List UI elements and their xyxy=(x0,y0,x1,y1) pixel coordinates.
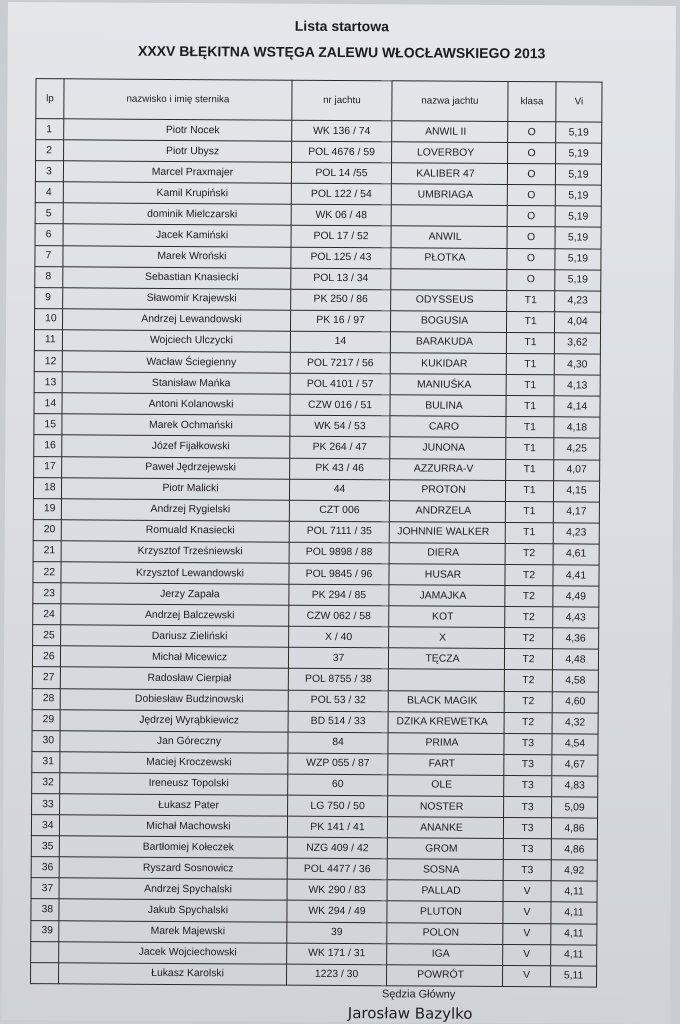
cell-nr: X / 40 xyxy=(289,626,389,648)
cell-klasa: T1 xyxy=(506,438,554,459)
cell-nr: WK 06 / 48 xyxy=(291,205,391,227)
cell-name: Ryszard Sosnowicz xyxy=(59,857,287,879)
cell-vi: 4,58 xyxy=(552,670,598,691)
cell-nr: WZP 055 / 87 xyxy=(288,753,388,775)
cell-lp: 15 xyxy=(34,414,62,435)
document-subtitle: XXXV BŁĘKITNA WSTĘGA ZALEWU WŁOCŁAWSKIEGO 2013 xyxy=(137,42,546,62)
cell-lp: 39 xyxy=(31,920,59,941)
cell-vi: 4,48 xyxy=(552,649,598,670)
cell-vi: 4,67 xyxy=(552,755,598,776)
cell-name: Sławomir Krajewski xyxy=(63,288,291,310)
cell-lp: 20 xyxy=(33,519,61,540)
cell-lp: 23 xyxy=(33,583,61,604)
cell-name: Stanisław Mańka xyxy=(62,372,290,394)
cell-nr: PK 250 / 86 xyxy=(291,289,391,311)
cell-lp: 5 xyxy=(35,203,63,224)
cell-vi: 4,15 xyxy=(553,480,599,501)
cell-vi: 4,30 xyxy=(554,354,600,375)
cell-klasa: T1 xyxy=(506,354,554,375)
cell-name: Jacek Wojciechowski xyxy=(59,941,287,963)
table-row xyxy=(31,962,597,987)
cell-nr: 37 xyxy=(288,648,388,670)
cell-vi: 4,13 xyxy=(554,375,600,396)
cell-nr: LG 750 / 50 xyxy=(288,795,388,817)
document-page xyxy=(2,2,676,1024)
header-lp: lp xyxy=(36,79,64,119)
cell-lp: 16 xyxy=(34,435,62,456)
cell-lp: 25 xyxy=(33,625,61,646)
cell-name: Jerzy Zapała xyxy=(61,583,289,605)
cell-nr: POL 9898 / 88 xyxy=(289,542,389,564)
cell-nr: POL 125 / 43 xyxy=(291,247,391,269)
cell-lp: 30 xyxy=(32,730,60,751)
cell-lp: 33 xyxy=(32,794,60,815)
cell-yacht: X xyxy=(389,627,505,649)
cell-vi: 4,54 xyxy=(552,734,598,755)
cell-nr: POL 13 / 34 xyxy=(291,268,391,290)
cell-vi: 5,19 xyxy=(555,185,601,206)
cell-name: Łukasz Pater xyxy=(60,794,288,816)
cell-nr: PK 16 / 97 xyxy=(291,310,391,332)
cell-klasa: T1 xyxy=(505,522,553,543)
cell-name: Marek Majewski xyxy=(59,920,287,942)
cell-lp: 12 xyxy=(34,351,62,372)
cell-klasa: O xyxy=(508,122,556,143)
header-row xyxy=(36,79,602,122)
cell-lp: 9 xyxy=(35,287,63,308)
cell-klasa: T1 xyxy=(507,290,555,311)
cell-name: Jan Góreczny xyxy=(60,731,288,753)
cell-vi: 3,62 xyxy=(554,333,600,354)
cell-nr: WK 136 / 74 xyxy=(292,120,392,142)
start-list-table xyxy=(30,78,603,987)
cell-nr: POL 4101 / 57 xyxy=(290,373,390,395)
cell-klasa: V xyxy=(503,965,551,986)
cell-name: Jacek Kamiński xyxy=(63,224,291,246)
cell-klasa: T1 xyxy=(505,480,553,501)
cell-lp: 2 xyxy=(36,140,64,161)
cell-vi: 4,23 xyxy=(553,523,599,544)
cell-nr: WK 290 / 83 xyxy=(287,880,387,902)
cell-nr: POL 53 / 32 xyxy=(288,690,388,712)
cell-lp: 1 xyxy=(36,119,64,140)
cell-nr: POL 4477 / 36 xyxy=(287,858,387,880)
cell-yacht: GROM xyxy=(387,838,503,860)
cell-vi: 4,17 xyxy=(553,501,599,522)
cell-nr: POL 4676 / 59 xyxy=(292,141,392,163)
cell-klasa: O xyxy=(507,248,555,269)
cell-name: Antoni Kolanowski xyxy=(62,393,290,415)
cell-nr: 60 xyxy=(288,774,388,796)
cell-nr: WK 171 / 31 xyxy=(287,943,387,965)
cell-nr: POL 9845 / 96 xyxy=(289,563,389,585)
cell-vi: 5,19 xyxy=(555,206,601,227)
cell-vi: 4,23 xyxy=(555,291,601,312)
cell-name: Romuald Knasiecki xyxy=(61,520,289,542)
cell-klasa: T3 xyxy=(504,733,552,754)
cell-yacht: FART xyxy=(388,754,504,776)
cell-lp: 38 xyxy=(31,899,59,920)
cell-klasa: T2 xyxy=(505,543,553,564)
cell-yacht: POWRÓT xyxy=(387,965,503,987)
cell-vi: 4,43 xyxy=(553,607,599,628)
cell-name: Wacław Ściegienny xyxy=(62,351,290,373)
cell-lp: 29 xyxy=(32,709,60,730)
cell-vi: 4,49 xyxy=(553,586,599,607)
cell-vi: 4,14 xyxy=(554,396,600,417)
cell-nr: CZW 016 / 51 xyxy=(290,394,390,416)
cell-yacht: CARO xyxy=(390,416,506,438)
cell-klasa: O xyxy=(507,227,555,248)
cell-yacht: LOVERBOY xyxy=(392,142,508,164)
cell-vi: 4,25 xyxy=(554,438,600,459)
cell-nr: 14 xyxy=(290,331,390,353)
cell-vi: 4,36 xyxy=(553,628,599,649)
cell-klasa: T2 xyxy=(504,649,552,670)
cell-nr: POL 14 /55 xyxy=(291,162,391,184)
cell-vi: 5,19 xyxy=(555,164,601,185)
cell-nr: PK 264 / 47 xyxy=(290,437,390,459)
cell-klasa: T2 xyxy=(505,607,553,628)
cell-nr: WK 54 / 53 xyxy=(290,416,390,438)
cell-yacht: DZIKA KREWETKA xyxy=(388,711,504,733)
cell-vi: 4,92 xyxy=(551,860,597,881)
cell-yacht: JOHNNIE WALKER xyxy=(389,522,505,544)
cell-nr: POL 17 / 52 xyxy=(291,226,391,248)
cell-yacht: ANANKE xyxy=(387,817,503,839)
cell-nr: POL 8755 / 38 xyxy=(288,669,388,691)
cell-yacht: PŁOTKA xyxy=(391,247,507,269)
cell-lp: 7 xyxy=(35,245,63,266)
cell-klasa: O xyxy=(507,269,555,290)
cell-yacht: IGA xyxy=(387,943,503,965)
cell-yacht xyxy=(391,205,507,227)
cell-vi: 4,07 xyxy=(554,459,600,480)
cell-name: Łukasz Karolski xyxy=(59,963,287,985)
cell-klasa: T2 xyxy=(505,564,553,585)
cell-yacht: ANDRZELA xyxy=(389,500,505,522)
cell-lp: 8 xyxy=(35,266,63,287)
cell-vi: 4,41 xyxy=(553,565,599,586)
cell-lp: 17 xyxy=(34,456,62,477)
cell-klasa: T3 xyxy=(504,775,552,796)
cell-nr: 44 xyxy=(289,479,389,501)
cell-vi: 5,19 xyxy=(556,143,602,164)
cell-nr: PK 43 / 46 xyxy=(290,458,390,480)
cell-yacht: PROTON xyxy=(389,479,505,501)
cell-lp: 14 xyxy=(34,393,62,414)
cell-yacht: KALIBER 47 xyxy=(391,163,507,185)
cell-name: Ireneusz Topolski xyxy=(60,773,288,795)
cell-nr: PK 294 / 85 xyxy=(289,584,389,606)
cell-vi: 4,11 xyxy=(551,902,597,923)
cell-yacht: SOSNA xyxy=(387,859,503,881)
cell-klasa: O xyxy=(507,206,555,227)
cell-klasa: T2 xyxy=(504,712,552,733)
cell-lp: 13 xyxy=(34,372,62,393)
cell-vi: 4,32 xyxy=(552,712,598,733)
cell-nr: 39 xyxy=(287,922,387,944)
cell-vi: 5,19 xyxy=(555,269,601,290)
cell-name: Wojciech Ulczycki xyxy=(62,330,290,352)
cell-vi: 5,19 xyxy=(555,227,601,248)
cell-name: Bartłomiej Kołeczek xyxy=(59,836,287,858)
cell-name: Paweł Jędrzejewski xyxy=(62,456,290,478)
cell-vi: 4,18 xyxy=(554,417,600,438)
cell-klasa: V xyxy=(503,902,551,923)
cell-klasa: T1 xyxy=(506,396,554,417)
cell-name: Piotr Ubysz xyxy=(64,140,292,162)
cell-lp: 37 xyxy=(31,878,59,899)
cell-klasa: T3 xyxy=(503,839,551,860)
cell-name: Marek Wroński xyxy=(63,245,291,267)
cell-klasa: T1 xyxy=(506,459,554,480)
cell-klasa: T1 xyxy=(506,375,554,396)
cell-lp: 26 xyxy=(32,646,60,667)
table-header xyxy=(36,79,602,122)
cell-lp: 35 xyxy=(31,836,59,857)
cell-klasa: T2 xyxy=(504,691,552,712)
cell-lp: 22 xyxy=(33,562,61,583)
header-vi: Vi xyxy=(556,82,602,122)
cell-klasa: T1 xyxy=(506,417,554,438)
cell-nr: 84 xyxy=(288,732,388,754)
cell-yacht: TĘCZA xyxy=(388,648,504,670)
cell-vi: 4,11 xyxy=(551,944,597,965)
cell-klasa: T1 xyxy=(505,501,553,522)
cell-vi: 5,19 xyxy=(556,122,602,143)
cell-lp: 28 xyxy=(32,688,60,709)
cell-klasa: O xyxy=(508,143,556,164)
cell-vi: 5,11 xyxy=(551,966,597,987)
cell-lp: 31 xyxy=(32,751,60,772)
cell-vi: 4,86 xyxy=(551,839,597,860)
cell-lp: 19 xyxy=(33,498,61,519)
cell-lp: 24 xyxy=(33,604,61,625)
cell-yacht: JAMAJKA xyxy=(389,585,505,607)
cell-vi: 4,04 xyxy=(554,312,600,333)
cell-yacht: JUNONA xyxy=(390,437,506,459)
cell-yacht xyxy=(391,268,507,290)
cell-lp: 10 xyxy=(35,308,63,329)
cell-yacht: BOGUSIA xyxy=(390,311,506,333)
cell-yacht: MANIUŚKA xyxy=(390,374,506,396)
cell-yacht: PLUTON xyxy=(387,901,503,923)
cell-klasa: T3 xyxy=(504,754,552,775)
cell-nr: 1223 / 30 xyxy=(287,964,387,986)
cell-name: Andrzej Lewandowski xyxy=(63,309,291,331)
cell-nr: POL 122 / 54 xyxy=(291,183,391,205)
cell-lp: 4 xyxy=(35,182,63,203)
cell-name: Maciej Kroczewski xyxy=(60,752,288,774)
cell-yacht xyxy=(388,669,504,691)
cell-vi: 5,09 xyxy=(552,797,598,818)
cell-name: Krzysztof Lewandowski xyxy=(61,562,289,584)
cell-vi: 4,11 xyxy=(551,923,597,944)
cell-lp: 34 xyxy=(31,815,59,836)
cell-name: Dobiesław Budzinowski xyxy=(60,688,288,710)
cell-klasa: T2 xyxy=(505,586,553,607)
cell-vi: 4,60 xyxy=(552,691,598,712)
cell-name: Krzysztof Trześniewski xyxy=(61,541,289,563)
table-body xyxy=(31,119,602,987)
cell-name: Jędrzej Wyrąbkiewicz xyxy=(60,709,288,731)
cell-yacht: OLE xyxy=(388,775,504,797)
cell-yacht: DIERA xyxy=(389,543,505,565)
cell-klasa: T2 xyxy=(504,670,552,691)
cell-name: Piotr Malicki xyxy=(61,477,289,499)
cell-yacht: HUSAR xyxy=(389,564,505,586)
cell-name: Józef Fijałkowski xyxy=(62,435,290,457)
cell-name: Piotr Nocek xyxy=(64,119,292,141)
cell-name: Kamil Krupiński xyxy=(63,182,291,204)
cell-nr: NZG 409 / 42 xyxy=(287,837,387,859)
cell-yacht: BLACK MAGIK xyxy=(388,690,504,712)
cell-vi: 5,19 xyxy=(555,248,601,269)
cell-lp: 32 xyxy=(32,773,60,794)
cell-nr: BD 514 / 33 xyxy=(288,711,388,733)
cell-vi: 4,61 xyxy=(553,544,599,565)
cell-lp xyxy=(31,962,59,983)
cell-yacht: PRIMA xyxy=(388,733,504,755)
cell-yacht: BARAKUDA xyxy=(390,332,506,354)
cell-nr: CZT 006 xyxy=(289,500,389,522)
cell-yacht: AZZURRA-V xyxy=(390,458,506,480)
judge-signature: Jarosław Bazylko xyxy=(347,1004,473,1023)
cell-name: Marek Ochmański xyxy=(62,414,290,436)
cell-nr: WK 294 / 49 xyxy=(287,901,387,923)
cell-lp: 36 xyxy=(31,857,59,878)
header-klasa: klasa xyxy=(508,82,556,122)
cell-lp: 18 xyxy=(33,477,61,498)
header-name: nazwisko i imię sternika xyxy=(64,79,292,120)
cell-yacht: PALLAD xyxy=(387,880,503,902)
cell-klasa: T3 xyxy=(503,860,551,881)
cell-lp: 21 xyxy=(33,540,61,561)
cell-yacht: ANWIL xyxy=(391,226,507,248)
cell-yacht: BULINA xyxy=(390,395,506,417)
cell-vi: 4,83 xyxy=(552,776,598,797)
cell-yacht: UMBRIAGA xyxy=(391,184,507,206)
cell-vi: 4,86 xyxy=(551,818,597,839)
cell-klasa: T2 xyxy=(505,628,553,649)
cell-name: Sebastian Knasiecki xyxy=(63,266,291,288)
cell-lp: 27 xyxy=(32,667,60,688)
cell-name: Jakub Spychalski xyxy=(59,899,287,921)
judge-title: Sędzia Główny xyxy=(381,988,456,1001)
cell-name: Radosław Cierpiał xyxy=(60,667,288,689)
cell-yacht: KUKIDAR xyxy=(390,353,506,375)
cell-klasa: O xyxy=(507,164,555,185)
cell-nr: POL 7217 / 56 xyxy=(290,352,390,374)
cell-name: Andrzej Spychalski xyxy=(59,878,287,900)
cell-klasa: T3 xyxy=(504,797,552,818)
cell-klasa: T3 xyxy=(503,818,551,839)
cell-yacht: POLON xyxy=(387,922,503,944)
cell-name: dominik Mielczarski xyxy=(63,203,291,225)
cell-nr: POL 7111 / 35 xyxy=(289,521,389,543)
cell-name: Michał Micewicz xyxy=(60,646,288,668)
cell-klasa: T1 xyxy=(506,332,554,353)
cell-yacht: NOSTER xyxy=(388,796,504,818)
cell-name: Dariusz Zieliński xyxy=(61,625,289,647)
cell-lp: 11 xyxy=(34,330,62,351)
header-nr: nr jachtu xyxy=(292,80,392,121)
cell-lp xyxy=(31,941,59,962)
document-title: Lista startowa xyxy=(294,17,389,35)
cell-nr: CZW 062 / 58 xyxy=(289,605,389,627)
header-yacht: nazwa jachtu xyxy=(392,81,508,122)
cell-klasa: V xyxy=(503,923,551,944)
cell-lp: 6 xyxy=(35,224,63,245)
cell-klasa: O xyxy=(507,185,555,206)
cell-yacht: ODYSSEUS xyxy=(391,290,507,312)
cell-klasa: V xyxy=(503,881,551,902)
cell-klasa: V xyxy=(503,944,551,965)
cell-name: Andrzej Rygielski xyxy=(61,498,289,520)
cell-name: Marcel Praxmajer xyxy=(63,161,291,183)
cell-yacht: ANWIL II xyxy=(392,121,508,143)
cell-nr: PK 141 / 41 xyxy=(287,816,387,838)
cell-name: Michał Machowski xyxy=(59,815,287,837)
cell-vi: 4,11 xyxy=(551,881,597,902)
cell-lp: 3 xyxy=(35,161,63,182)
cell-name: Andrzej Balczewski xyxy=(61,604,289,626)
cell-klasa: T1 xyxy=(506,311,554,332)
cell-yacht: KOT xyxy=(389,606,505,628)
